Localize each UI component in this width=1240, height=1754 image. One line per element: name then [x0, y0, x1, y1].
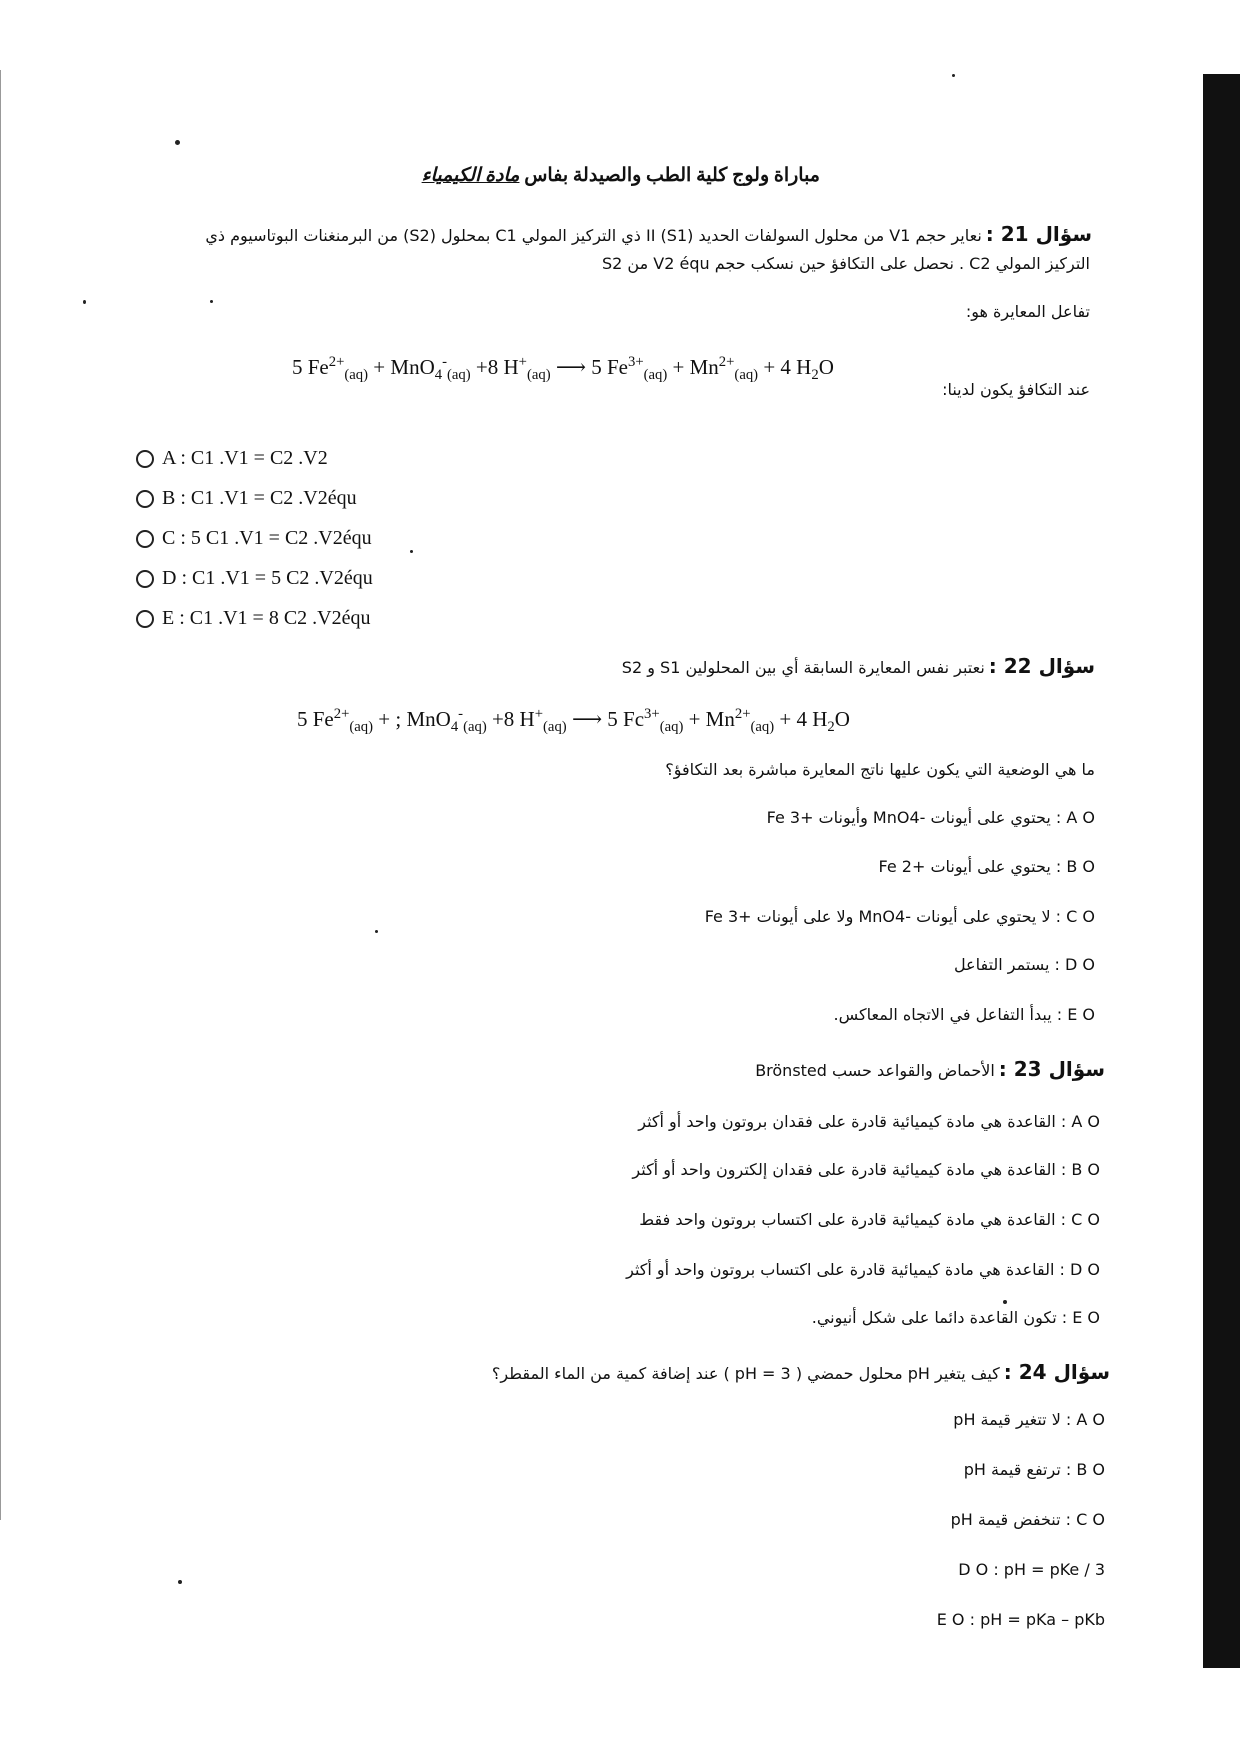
q24-option-a[interactable]: A O : لا تتغير قيمة pH — [953, 1410, 1105, 1429]
radio-circle-icon — [136, 490, 154, 508]
scan-edge-bar — [1203, 74, 1240, 1668]
radio-circle-icon — [136, 450, 154, 468]
q22-label: سؤال 22 : — [988, 654, 1095, 678]
q24-header — [400, 1360, 1110, 1384]
q21-option-c[interactable]: C : 5 C1 .V1 = C2 .V2équ — [136, 527, 372, 550]
title-main: مباراة ولوج كلية الطب والصيدلة بفاس — [524, 165, 820, 186]
q21-line1: نعاير حجم V1 من محلول السولفات الحديد II (S1) ذي التركيز المولي C1 بمحلول (S2) من البرمنغنات البوتاسيوم ذي — [205, 226, 982, 245]
q21-equivalence-intro: عند التكافؤ يكون لدينا: — [942, 380, 1090, 399]
q21-option-d[interactable]: D : C1 .V1 = 5 C2 .V2équ — [136, 567, 373, 590]
q21-header — [130, 222, 1092, 246]
q21-option-a[interactable]: A : C1 .V1 = C2 .V2 — [136, 447, 328, 470]
radio-circle-icon — [136, 530, 154, 548]
q23-label: سؤال 23 : — [998, 1057, 1105, 1081]
title-subject: مادة الكيمياء — [421, 165, 520, 186]
q22-option-c[interactable]: C O : لا يحتوي على أيونات -MnO4 ولا على أيونات +Fe 3 — [704, 907, 1095, 926]
q22-header — [500, 654, 1095, 678]
q21-line2: التركيز المولي C2 . نحصل على التكافؤ حين نسكب حجم V2 équ من S2 — [602, 254, 1090, 273]
q21-equation: 5 $Fe^{2+}_{(aq)} + MnO_4^-_{(aq)} +8$ $H^+_{(aq)}$ ⟶ 5 $Fe^{3+}_{(aq)} + Mn^{2+}_{(aq)} + 4$ $H_2O$ — [292, 354, 834, 384]
q23-option-c[interactable]: C O : القاعدة هي مادة كيميائية قادرة على اكتساب بروتون واحد فقط — [639, 1210, 1100, 1229]
q22-option-a[interactable]: A O : يحتوي على أيونات -MnO4 وأيونات +Fe 3 — [766, 808, 1095, 827]
scan-speck — [178, 1580, 182, 1584]
scan-speck — [410, 550, 413, 553]
q24-option-d[interactable]: D O : pH = pKe / 3 — [958, 1560, 1105, 1579]
q21-label: سؤال 21 : — [985, 222, 1092, 246]
q22-option-d[interactable]: D O : يستمر التفاعل — [953, 955, 1095, 974]
q23-option-b[interactable]: B O : القاعدة هي مادة كيميائية قادرة على فقدان إلكترون واحد أو أكثر — [632, 1160, 1100, 1179]
q22-option-e[interactable]: E O : يبدأ التفاعل في الاتجاه المعاكس. — [833, 1005, 1095, 1024]
q23-header — [500, 1057, 1105, 1081]
q23-line1: الأحماض والقواعد حسب Brönsted — [755, 1061, 995, 1080]
page-title — [360, 164, 820, 187]
q24-label: سؤال 24 : — [1003, 1360, 1110, 1384]
q21-option-e[interactable]: E : C1 .V1 = 8 C2 .V2équ — [136, 607, 371, 630]
scan-speck — [83, 300, 86, 304]
scan-left-edge — [0, 70, 1, 1520]
scan-speck — [175, 140, 180, 145]
q22-equation: 5 $Fe^{2+}_{(aq)}$ + ; MnO$_4$-$_{(aq)}$ +8 $H^+_{(aq)}$ ⟶ 5 $Fc^{3+}_{(aq)} + Mn^{2+}_{(aq)} + 4$ $H_2O$ — [297, 706, 850, 736]
q23-option-a[interactable]: A O : القاعدة هي مادة كيميائية قادرة على فقدان بروتون واحد أو أكثر — [638, 1112, 1100, 1131]
scan-speck — [375, 930, 378, 933]
q21-option-b[interactable]: B : C1 .V1 = C2 .V2équ — [136, 487, 357, 510]
scan-speck — [952, 74, 955, 77]
q24-option-b[interactable]: B O : ترتفع قيمة pH — [963, 1460, 1105, 1479]
q24-option-e[interactable]: E O : pH = pKa – pKb — [936, 1610, 1105, 1629]
scan-speck — [1003, 1300, 1007, 1304]
scan-speck — [210, 300, 213, 303]
q22-line1: نعتبر نفس المعايرة السابقة أي بين المحلولين S1 و S2 — [621, 658, 985, 677]
q21-reaction-intro: تفاعل المعايرة هو: — [965, 302, 1090, 321]
q23-option-d[interactable]: D O : القاعدة هي مادة كيميائية قادرة على اكتساب بروتون واحد أو أكثر — [626, 1260, 1100, 1279]
q22-option-b[interactable]: B O : يحتوي على أيونات +Fe 2 — [878, 857, 1095, 876]
q24-line1: كيف يتغير pH محلول حمضي ( pH = 3 ) عند إضافة كمية من الماء المقطر؟ — [491, 1364, 1000, 1383]
q23-option-e[interactable]: E O : تكون القاعدة دائما على شكل أنيوني. — [811, 1308, 1100, 1327]
q22-question: ما هي الوضعية التي يكون عليها ناتج المعايرة مباشرة بعد التكافؤ؟ — [665, 760, 1095, 779]
radio-circle-icon — [136, 610, 154, 628]
radio-circle-icon — [136, 570, 154, 588]
q24-option-c[interactable]: C O : تنخفض قيمة pH — [950, 1510, 1105, 1529]
